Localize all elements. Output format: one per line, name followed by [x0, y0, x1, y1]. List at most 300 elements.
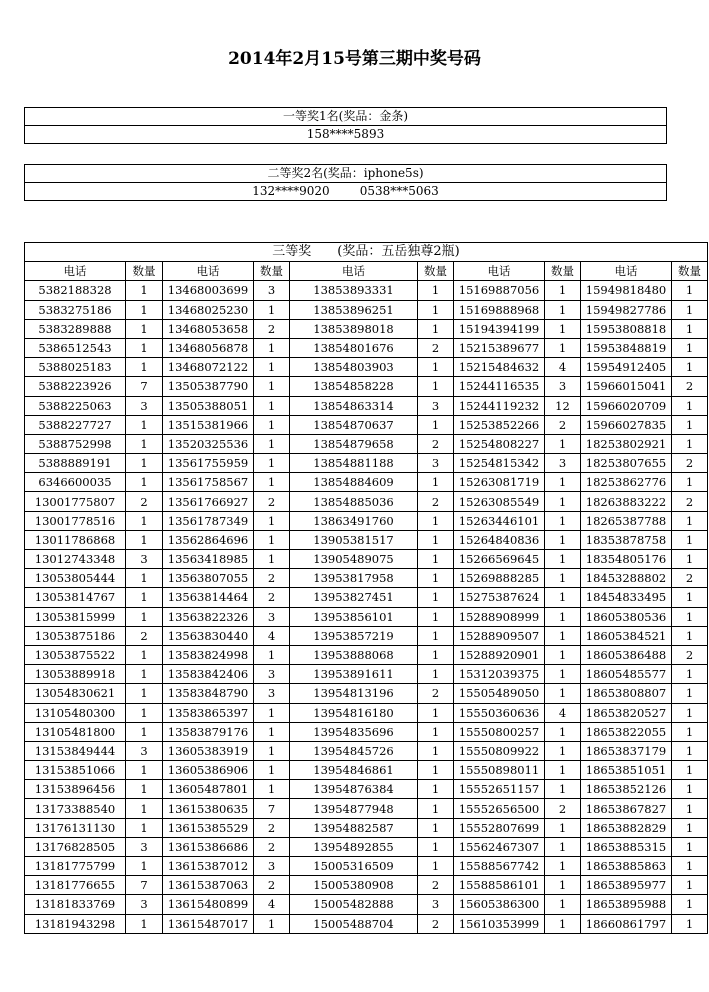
phone-cell: 15263085549 [454, 492, 545, 511]
quantity-cell: 1 [126, 434, 163, 453]
quantity-cell: 1 [126, 818, 163, 837]
quantity-cell: 3 [126, 396, 163, 415]
phone-cell: 13583842406 [163, 665, 254, 684]
phone-cell: 15288909507 [454, 626, 545, 645]
quantity-cell: 1 [418, 377, 454, 396]
quantity-cell: 1 [545, 511, 581, 530]
quantity-cell: 1 [126, 300, 163, 319]
phone-cell: 13953857219 [290, 626, 418, 645]
quantity-cell: 1 [672, 473, 708, 492]
phone-cell: 15505489050 [454, 684, 545, 703]
second-prize-winner: 0538***5063 [359, 184, 439, 198]
phone-cell: 15949827786 [581, 300, 672, 319]
quantity-cell: 1 [672, 626, 708, 645]
phone-cell: 15275387624 [454, 588, 545, 607]
phone-cell: 15954912405 [581, 358, 672, 377]
phone-cell: 15244119232 [454, 396, 545, 415]
phone-cell: 13583824998 [163, 645, 254, 664]
phone-cell: 13563822326 [163, 607, 254, 626]
phone-cell: 15005316509 [290, 857, 418, 876]
quantity-cell: 1 [545, 665, 581, 684]
quantity-cell: 1 [418, 703, 454, 722]
phone-cell: 5386512543 [25, 338, 126, 357]
quantity-cell: 1 [545, 588, 581, 607]
phone-cell: 13561755959 [163, 454, 254, 473]
first-prize-table [24, 107, 667, 144]
phone-cell: 13615480899 [163, 895, 254, 914]
phone-cell: 13053875522 [25, 645, 126, 664]
quantity-cell: 1 [126, 761, 163, 780]
quantity-cell: 3 [254, 607, 290, 626]
quantity-cell: 7 [126, 377, 163, 396]
page-title: 2014年2月15号第三期中奖号码 [228, 49, 481, 69]
quantity-cell: 3 [254, 281, 290, 300]
phone-cell: 13615380635 [163, 799, 254, 818]
phone-cell: 15550360636 [454, 703, 545, 722]
quantity-cell: 1 [672, 300, 708, 319]
phone-cell: 13563830440 [163, 626, 254, 645]
table-row [25, 588, 708, 607]
table-row [25, 473, 708, 492]
phone-cell: 18253807655 [581, 454, 672, 473]
quantity-cell: 1 [418, 415, 454, 434]
quantity-cell: 1 [126, 684, 163, 703]
phone-cell: 13854870637 [290, 415, 418, 434]
quantity-cell: 1 [545, 914, 581, 933]
phone-cell: 18353878758 [581, 530, 672, 549]
quantity-cell: 2 [672, 454, 708, 473]
quantity-cell: 1 [545, 281, 581, 300]
quantity-cell: 2 [545, 415, 581, 434]
quantity-cell: 2 [672, 377, 708, 396]
phone-cell: 13583865397 [163, 703, 254, 722]
phone-cell: 13176131130 [25, 818, 126, 837]
quantity-cell: 1 [418, 857, 454, 876]
phone-cell: 13854879658 [290, 434, 418, 453]
quantity-cell: 1 [254, 914, 290, 933]
phone-cell: 13905381517 [290, 530, 418, 549]
quantity-cell: 1 [254, 550, 290, 569]
phone-cell: 13505388051 [163, 396, 254, 415]
quantity-cell: 1 [672, 703, 708, 722]
third-prize-heading [25, 243, 708, 262]
second-prize-heading: 二等奖2名(奖品：iphone5s) [25, 165, 667, 183]
table-row [25, 358, 708, 377]
phone-cell: 13001778516 [25, 511, 126, 530]
quantity-cell: 2 [254, 588, 290, 607]
phone-cell: 13011786868 [25, 530, 126, 549]
quantity-cell: 1 [126, 530, 163, 549]
quantity-cell: 1 [545, 300, 581, 319]
phone-cell: 13468056878 [163, 338, 254, 357]
quantity-cell: 7 [254, 799, 290, 818]
phone-cell: 15194394199 [454, 319, 545, 338]
third-prize-rows [25, 281, 708, 933]
quantity-cell: 1 [126, 914, 163, 933]
phone-cell: 13615385529 [163, 818, 254, 837]
quantity-cell: 7 [126, 876, 163, 895]
quantity-cell: 1 [418, 300, 454, 319]
quantity-cell: 1 [672, 281, 708, 300]
phone-cell: 13563418985 [163, 550, 254, 569]
phone-cell: 13954835696 [290, 722, 418, 741]
phone-cell: 15552656500 [454, 799, 545, 818]
phone-cell: 13905489075 [290, 550, 418, 569]
column-header-phone: 电话 [454, 262, 545, 281]
quantity-cell: 1 [418, 799, 454, 818]
phone-cell: 13520325536 [163, 434, 254, 453]
phone-cell: 15550800257 [454, 722, 545, 741]
quantity-cell: 1 [545, 722, 581, 741]
quantity-cell: 1 [672, 761, 708, 780]
table-row [25, 914, 708, 933]
quantity-cell: 2 [254, 319, 290, 338]
phone-cell: 15253852266 [454, 415, 545, 434]
quantity-cell: 3 [418, 895, 454, 914]
phone-cell: 18660861797 [581, 914, 672, 933]
third-prize-table [24, 242, 708, 934]
quantity-cell: 1 [545, 761, 581, 780]
phone-cell: 15288920901 [454, 645, 545, 664]
quantity-cell: 4 [254, 626, 290, 645]
phone-cell: 15552807699 [454, 818, 545, 837]
quantity-cell: 2 [418, 914, 454, 933]
column-header-quantity: 数量 [672, 262, 708, 281]
phone-cell: 18253862776 [581, 473, 672, 492]
phone-cell: 13054830621 [25, 684, 126, 703]
quantity-cell: 1 [254, 300, 290, 319]
phone-cell: 5388225063 [25, 396, 126, 415]
phone-cell: 13563807055 [163, 569, 254, 588]
table-row [25, 761, 708, 780]
quantity-cell: 2 [672, 569, 708, 588]
phone-cell: 18653895977 [581, 876, 672, 895]
column-header-quantity: 数量 [545, 262, 581, 281]
quantity-cell: 1 [672, 837, 708, 856]
phone-cell: 18653837179 [581, 741, 672, 760]
phone-cell: 13468025230 [163, 300, 254, 319]
phone-cell: 13605386906 [163, 761, 254, 780]
phone-cell: 15949818480 [581, 281, 672, 300]
quantity-cell: 1 [126, 722, 163, 741]
table-row [25, 338, 708, 357]
phone-cell: 18605380536 [581, 607, 672, 626]
quantity-cell: 1 [418, 281, 454, 300]
quantity-cell: 1 [672, 818, 708, 837]
phone-cell: 15169888968 [454, 300, 545, 319]
table-row [25, 799, 708, 818]
phone-cell: 6346600035 [25, 473, 126, 492]
first-prize-winners [25, 126, 667, 144]
quantity-cell: 1 [672, 607, 708, 626]
phone-cell: 15215484632 [454, 358, 545, 377]
quantity-cell: 1 [418, 818, 454, 837]
quantity-cell: 3 [254, 665, 290, 684]
phone-cell: 15244116535 [454, 377, 545, 396]
phone-cell: 15550898011 [454, 761, 545, 780]
second-prize-winner: 132****9020 [252, 184, 330, 198]
phone-cell: 15312039375 [454, 665, 545, 684]
phone-cell: 13468053658 [163, 319, 254, 338]
phone-cell: 18265387788 [581, 511, 672, 530]
phone-cell: 15266569645 [454, 550, 545, 569]
quantity-cell: 1 [672, 358, 708, 377]
phone-cell: 18653867827 [581, 799, 672, 818]
phone-cell: 13954816180 [290, 703, 418, 722]
phone-cell: 15953808818 [581, 319, 672, 338]
phone-cell: 13954877948 [290, 799, 418, 818]
quantity-cell: 2 [545, 799, 581, 818]
quantity-cell: 1 [545, 319, 581, 338]
quantity-cell: 1 [545, 338, 581, 357]
quantity-cell: 2 [418, 876, 454, 895]
quantity-cell: 4 [545, 358, 581, 377]
quantity-cell: 1 [126, 780, 163, 799]
quantity-cell: 1 [126, 338, 163, 357]
phone-cell: 13561787349 [163, 511, 254, 530]
quantity-cell: 4 [254, 895, 290, 914]
phone-cell: 18453288802 [581, 569, 672, 588]
quantity-cell: 1 [672, 799, 708, 818]
phone-cell: 13615487017 [163, 914, 254, 933]
quantity-cell: 1 [545, 837, 581, 856]
first-prize-heading: 一等奖1名(奖品：金条) [25, 108, 667, 126]
phone-cell: 13854881188 [290, 454, 418, 473]
quantity-cell: 1 [418, 722, 454, 741]
quantity-cell: 1 [545, 895, 581, 914]
phone-cell: 13053805444 [25, 569, 126, 588]
phone-cell: 15550809922 [454, 741, 545, 760]
quantity-cell: 1 [672, 914, 708, 933]
quantity-cell: 1 [672, 857, 708, 876]
quantity-cell: 1 [254, 761, 290, 780]
quantity-cell: 1 [126, 454, 163, 473]
column-header-phone: 电话 [581, 262, 672, 281]
quantity-cell: 1 [418, 569, 454, 588]
phone-cell: 13181833769 [25, 895, 126, 914]
quantity-cell: 1 [254, 511, 290, 530]
phone-cell: 13615387063 [163, 876, 254, 895]
table-row [25, 857, 708, 876]
quantity-cell: 2 [418, 338, 454, 357]
quantity-cell: 1 [126, 473, 163, 492]
quantity-cell: 1 [126, 665, 163, 684]
quantity-cell: 1 [418, 319, 454, 338]
phone-cell: 15552651157 [454, 780, 545, 799]
column-header-phone: 电话 [163, 262, 254, 281]
phone-cell: 13181943298 [25, 914, 126, 933]
quantity-cell: 1 [672, 319, 708, 338]
phone-cell: 5383275186 [25, 300, 126, 319]
quantity-cell: 1 [672, 722, 708, 741]
quantity-cell: 1 [418, 588, 454, 607]
column-header-quantity: 数量 [418, 262, 454, 281]
column-header-quantity: 数量 [254, 262, 290, 281]
phone-cell: 18253802921 [581, 434, 672, 453]
column-header-phone: 电话 [25, 262, 126, 281]
phone-cell: 15263446101 [454, 511, 545, 530]
quantity-cell: 1 [418, 626, 454, 645]
phone-cell: 13863491760 [290, 511, 418, 530]
quantity-cell: 1 [254, 434, 290, 453]
table-row [25, 876, 708, 895]
phone-cell: 18653852126 [581, 780, 672, 799]
phone-cell: 18605384521 [581, 626, 672, 645]
table-row [25, 550, 708, 569]
quantity-cell: 1 [672, 895, 708, 914]
table-row [25, 530, 708, 549]
phone-cell: 13053815999 [25, 607, 126, 626]
quantity-cell: 1 [254, 358, 290, 377]
quantity-cell: 1 [126, 358, 163, 377]
phone-cell: 13012743348 [25, 550, 126, 569]
quantity-cell: 1 [126, 511, 163, 530]
phone-cell: 13001775807 [25, 492, 126, 511]
quantity-cell: 1 [254, 377, 290, 396]
quantity-cell: 3 [545, 377, 581, 396]
quantity-cell: 2 [254, 876, 290, 895]
quantity-cell: 2 [418, 684, 454, 703]
phone-cell: 13181775799 [25, 857, 126, 876]
quantity-cell: 1 [418, 550, 454, 569]
phone-cell: 13615386686 [163, 837, 254, 856]
quantity-cell: 1 [418, 511, 454, 530]
quantity-cell: 3 [254, 684, 290, 703]
quantity-cell: 2 [126, 492, 163, 511]
table-row [25, 377, 708, 396]
phone-cell: 13953817958 [290, 569, 418, 588]
phone-cell: 13053814767 [25, 588, 126, 607]
phone-cell: 13605487801 [163, 780, 254, 799]
quantity-cell: 12 [545, 396, 581, 415]
quantity-cell: 1 [126, 415, 163, 434]
quantity-cell: 1 [254, 741, 290, 760]
quantity-cell: 3 [126, 741, 163, 760]
quantity-cell: 1 [672, 684, 708, 703]
table-row [25, 492, 708, 511]
quantity-cell: 3 [126, 837, 163, 856]
quantity-cell: 1 [545, 818, 581, 837]
quantity-cell: 1 [545, 741, 581, 760]
quantity-cell: 2 [254, 569, 290, 588]
quantity-cell: 1 [545, 473, 581, 492]
quantity-cell: 1 [545, 645, 581, 664]
quantity-cell: 2 [672, 645, 708, 664]
phone-cell: 15215389677 [454, 338, 545, 357]
quantity-cell: 2 [254, 837, 290, 856]
phone-cell: 13854803903 [290, 358, 418, 377]
table-row [25, 645, 708, 664]
quantity-cell: 1 [126, 319, 163, 338]
quantity-cell: 1 [672, 530, 708, 549]
phone-cell: 15562467307 [454, 837, 545, 856]
quantity-cell: 1 [672, 511, 708, 530]
quantity-cell: 2 [254, 818, 290, 837]
quantity-cell: 1 [254, 338, 290, 357]
quantity-cell: 3 [418, 396, 454, 415]
phone-cell: 18263883222 [581, 492, 672, 511]
phone-cell: 18354805176 [581, 550, 672, 569]
phone-cell: 13053875186 [25, 626, 126, 645]
quantity-cell: 1 [254, 703, 290, 722]
table-row [25, 569, 708, 588]
phone-cell: 13153851066 [25, 761, 126, 780]
phone-cell: 13561766927 [163, 492, 254, 511]
phone-cell: 15264840836 [454, 530, 545, 549]
quantity-cell: 1 [254, 530, 290, 549]
quantity-cell: 1 [545, 607, 581, 626]
phone-cell: 13173388540 [25, 799, 126, 818]
phone-cell: 13562864696 [163, 530, 254, 549]
phone-cell: 13583848790 [163, 684, 254, 703]
phone-cell: 18653808807 [581, 684, 672, 703]
quantity-cell: 1 [254, 473, 290, 492]
phone-cell: 13853893331 [290, 281, 418, 300]
quantity-cell: 1 [545, 626, 581, 645]
phone-cell: 13615387012 [163, 857, 254, 876]
table-row [25, 895, 708, 914]
quantity-cell: 1 [672, 338, 708, 357]
table-row [25, 722, 708, 741]
column-header-phone: 电话 [290, 262, 418, 281]
phone-cell: 18605386488 [581, 645, 672, 664]
third-prize-rank: 三等奖 [272, 244, 312, 260]
quantity-cell: 1 [254, 722, 290, 741]
quantity-cell: 1 [672, 396, 708, 415]
phone-cell: 13954845726 [290, 741, 418, 760]
column-header-quantity: 数量 [126, 262, 163, 281]
table-row [25, 684, 708, 703]
phone-cell: 15263081719 [454, 473, 545, 492]
quantity-cell: 2 [418, 492, 454, 511]
phone-cell: 18653895988 [581, 895, 672, 914]
phone-cell: 15605386300 [454, 895, 545, 914]
quantity-cell: 3 [126, 895, 163, 914]
quantity-cell: 1 [672, 780, 708, 799]
phone-cell: 13468003699 [163, 281, 254, 300]
quantity-cell: 1 [254, 780, 290, 799]
phone-cell: 13953856101 [290, 607, 418, 626]
quantity-cell: 1 [418, 837, 454, 856]
first-prize-winner: 158****5893 [306, 127, 385, 141]
quantity-cell: 1 [545, 684, 581, 703]
phone-cell: 15005380908 [290, 876, 418, 895]
quantity-cell: 1 [418, 645, 454, 664]
quantity-cell: 1 [254, 645, 290, 664]
phone-cell: 13561758567 [163, 473, 254, 492]
quantity-cell: 2 [126, 626, 163, 645]
quantity-cell: 1 [672, 588, 708, 607]
third-prize-item: (奖品：五岳独尊2瓶) [337, 244, 460, 260]
quantity-cell: 1 [418, 358, 454, 377]
quantity-cell: 1 [672, 665, 708, 684]
phone-cell: 15254808227 [454, 434, 545, 453]
phone-cell: 13853898018 [290, 319, 418, 338]
phone-cell: 15288908999 [454, 607, 545, 626]
table-row [25, 300, 708, 319]
table-row [25, 434, 708, 453]
phone-cell: 13954846861 [290, 761, 418, 780]
table-row [25, 665, 708, 684]
phone-cell: 15269888285 [454, 569, 545, 588]
phone-cell: 15610353999 [454, 914, 545, 933]
phone-cell: 13854858228 [290, 377, 418, 396]
phone-cell: 15005482888 [290, 895, 418, 914]
phone-cell: 13468072122 [163, 358, 254, 377]
phone-cell: 15005488704 [290, 914, 418, 933]
phone-cell: 15953848819 [581, 338, 672, 357]
phone-cell: 13605383919 [163, 741, 254, 760]
